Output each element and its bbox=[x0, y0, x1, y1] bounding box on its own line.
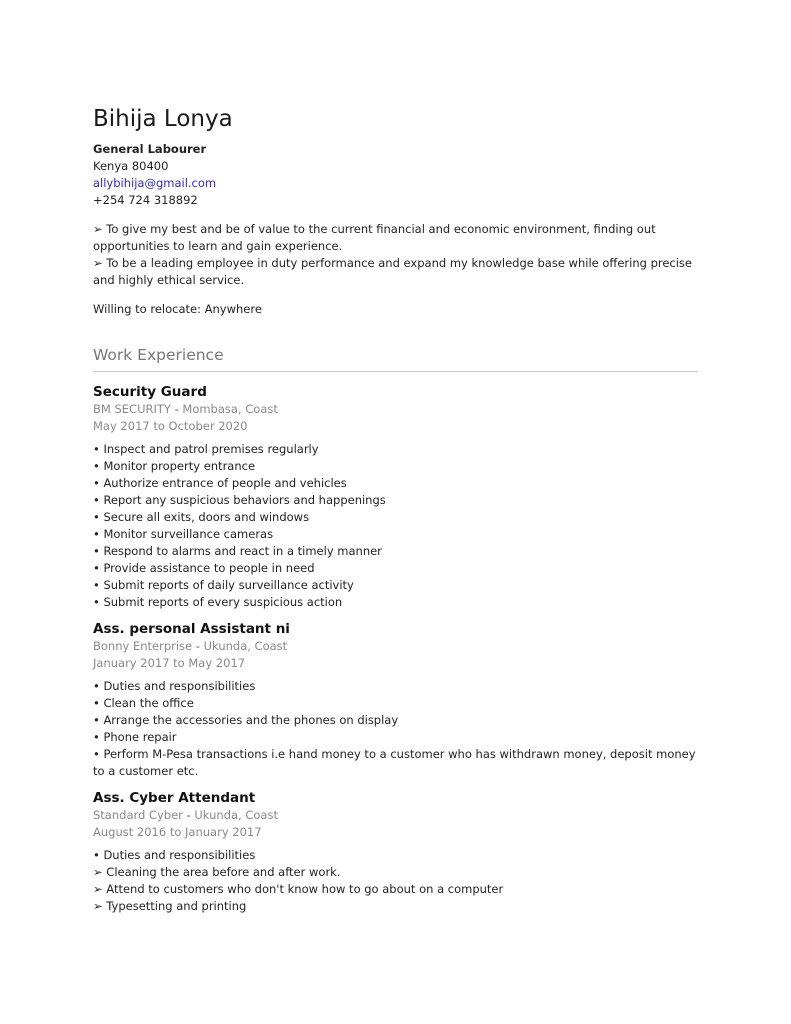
list-item: • Monitor surveillance cameras bbox=[93, 527, 274, 541]
summary-item: ➢ To give my best and be of value to the current financial and economic environment, finding out opportunities to learn and gain experience. bbox=[93, 222, 656, 253]
list-item: • Clean the office bbox=[93, 696, 194, 710]
job-dates: May 2017 to October 2020 bbox=[93, 419, 248, 433]
job-company-location bbox=[93, 401, 698, 418]
list-item: • Respond to alarms and react in a timely manner bbox=[93, 544, 382, 558]
job-bullets bbox=[93, 441, 698, 611]
meta-separator: - bbox=[182, 808, 195, 822]
job-location: Ukunda, Coast bbox=[203, 639, 288, 653]
list-item: • Duties and responsibilities bbox=[93, 679, 256, 693]
location: Kenya 80400 bbox=[93, 159, 169, 173]
job-entry bbox=[93, 790, 698, 915]
email-link[interactable]: allybihija@gmail.com bbox=[93, 176, 217, 190]
meta-separator: - bbox=[170, 402, 183, 416]
job-company-location bbox=[93, 807, 698, 824]
job-role: Ass. personal Assistant ni bbox=[93, 621, 290, 637]
job-company: BM SECURITY bbox=[93, 402, 171, 416]
job-dates: January 2017 to May 2017 bbox=[93, 656, 246, 670]
headline-title: General Labourer bbox=[93, 142, 207, 156]
list-item: ➢ Cleaning the area before and after work. bbox=[93, 865, 341, 879]
list-item: • Monitor property entrance bbox=[93, 459, 256, 473]
summary bbox=[93, 221, 698, 289]
list-item: • Secure all exits, doors and windows bbox=[93, 510, 310, 524]
list-item: • Provide assistance to people in need bbox=[93, 561, 315, 575]
job-company: Standard Cyber bbox=[93, 808, 183, 822]
job-bullets bbox=[93, 678, 698, 780]
list-item: • Submit reports of daily surveillance activity bbox=[93, 578, 354, 592]
list-item: • Duties and responsibilities bbox=[93, 848, 256, 862]
list-item: • Authorize entrance of people and vehicles bbox=[93, 476, 347, 490]
list-item: • Arrange the accessories and the phones on display bbox=[93, 713, 399, 727]
job-location: Ukunda, Coast bbox=[194, 808, 278, 822]
candidate-name: Bihija Lonya bbox=[93, 106, 233, 132]
job-entry bbox=[93, 384, 698, 611]
job-company-location bbox=[93, 638, 698, 655]
list-item: ➢ Attend to customers who don't know how to go about on a computer bbox=[93, 882, 504, 896]
meta-separator: - bbox=[192, 639, 204, 653]
section-heading-work-experience: Work Experience bbox=[93, 345, 698, 372]
job-dates: August 2016 to January 2017 bbox=[93, 825, 262, 839]
list-item: • Submit reports of every suspicious action bbox=[93, 595, 343, 609]
job-bullets bbox=[93, 847, 698, 915]
job-location: Mombasa, Coast bbox=[182, 402, 278, 416]
phone-number: +254 724 318892 bbox=[93, 193, 198, 207]
job-entry bbox=[93, 621, 698, 780]
list-item: ➢ Typesetting and printing bbox=[93, 899, 247, 913]
list-item: • Report any suspicious behaviors and happenings bbox=[93, 493, 386, 507]
job-role: Security Guard bbox=[93, 384, 207, 400]
job-company: Bonny Enterprise bbox=[93, 639, 193, 653]
list-item: • Phone repair bbox=[93, 730, 177, 744]
list-item: • Perform M-Pesa transactions i.e hand money to a customer who has withdrawn money, deposit money to a customer etc. bbox=[93, 747, 696, 778]
relocation-preference: Willing to relocate: Anywhere bbox=[93, 302, 262, 316]
summary-item: ➢ To be a leading employee in duty performance and expand my knowledge base while offering precise and highly ethical service. bbox=[93, 256, 692, 287]
list-item: • Inspect and patrol premises regularly bbox=[93, 442, 319, 456]
job-role: Ass. Cyber Attendant bbox=[93, 790, 256, 806]
